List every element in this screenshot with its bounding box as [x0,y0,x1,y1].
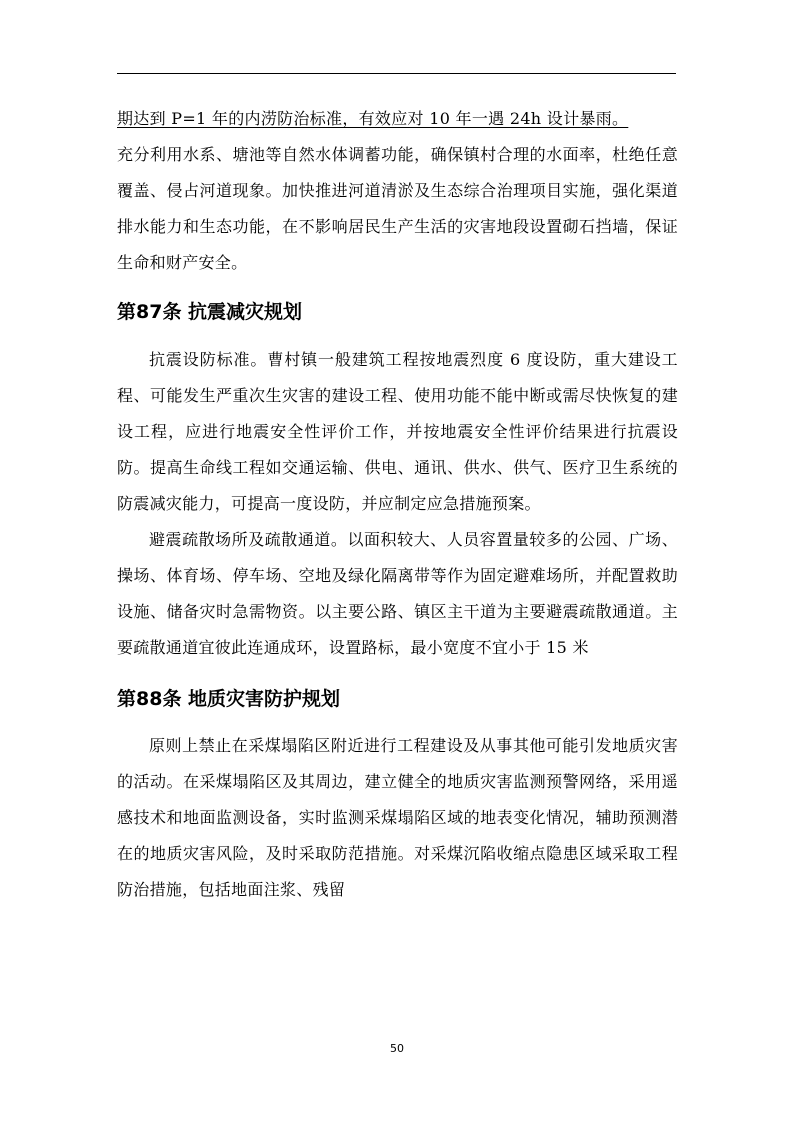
underlined-continued-text: 期达到 P=1 年的内涝防治标准，有效应对 10 年一遇 24h 设计暴雨。 [117,109,629,128]
article-87-paragraph-2: 避震疏散场所及疏散通道。以面积较大、人员容置量较多的公园、广场、操场、体育场、停车场、空地及绿化隔离带等作为固定避难场所，并配置救助设施、储备灾时急需物资。以主要公路、镇区主干道为主要避震疏散通道。主要疏散通道宜彼此连通成环，设置路标，最小宽度不宜小于 15 米 [117,530,678,657]
article-88-paragraph-1: 原则上禁止在采煤塌陷区附近进行工程建设及从事其他可能引发地质灾害的活动。在采煤塌陷区及其周边，建立健全的地质灾害监测预警网络，采用遥感技术和地面监测设备，实时监测采煤塌陷区域的地表变化情况，辅助预测潜在的地质灾害风险，及时采取防范措施。对采煤沉陷收缩点隐患区域采取工程防治措施，包括地面注浆、残留 [117,736,678,899]
intro-paragraph: 充分利用水系、塘池等自然水体调蓄功能，确保镇村合理的水面率，杜绝任意覆盖、侵占河道现象。加快推进河道清淤及生态综合治理项目实施，强化渠道排水能力和生态功能，在不影响居民生产生活的灾害地段设置砌石挡墙，保证生命和财产安全。 [117,145,678,272]
article-88-heading: 第88条 地质灾害防护规划 [117,688,341,710]
article-87-paragraph-1: 抗震设防标准。曹村镇一般建筑工程按地震烈度 6 度设防，重大建设工程、可能发生严重次生灾害的建设工程、使用功能不能中断或需尽快恢复的建设工程，应进行地震安全性评价工作，并按地震安全性评价结果进行抗震设防。提高生命线工程如交通运输、供电、通讯、供水、供气、医疗卫生系统的防震减灾能力，可提高一度设防，并应制定应急措施预案。 [117,350,678,513]
article-87-heading: 第87条 抗震减灾规划 [117,301,303,323]
continued-line [117,101,678,137]
page-body [117,101,678,908]
page-number: 50 [390,1042,404,1055]
header-rule [117,73,676,74]
